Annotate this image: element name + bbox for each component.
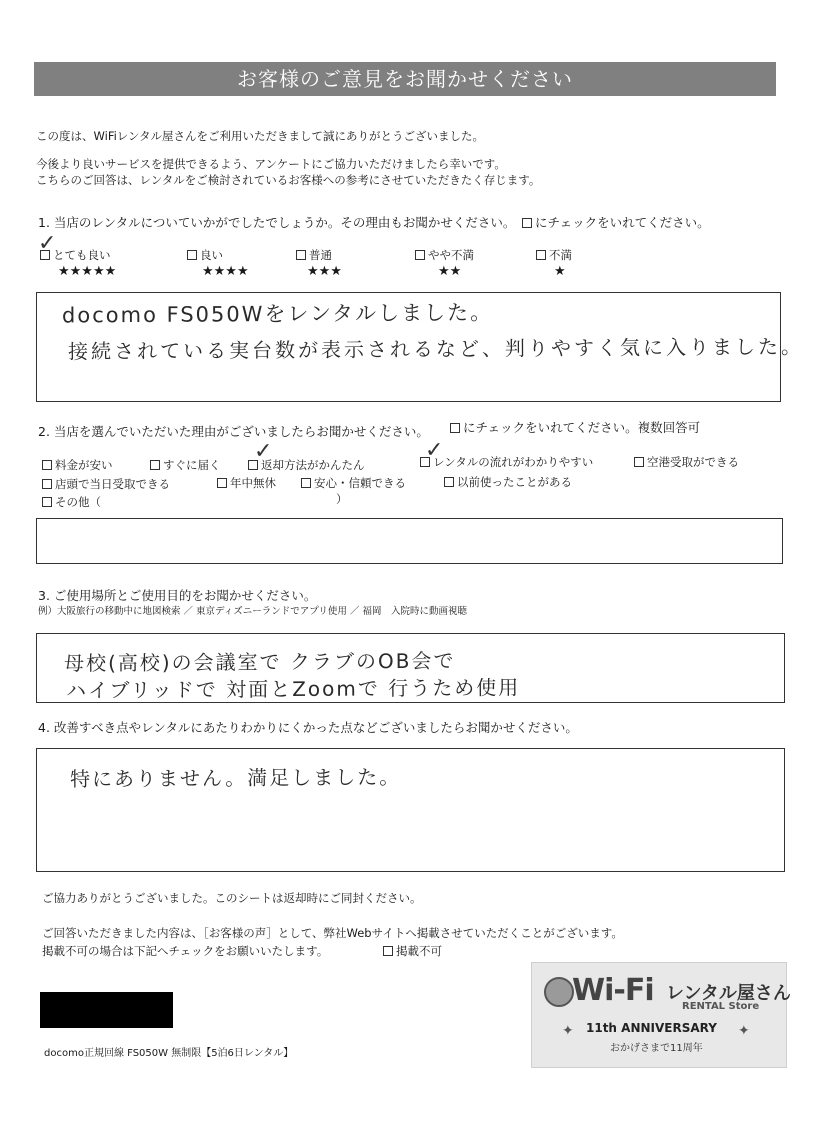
- sparkle-icon: ✦: [562, 1023, 574, 1039]
- q1-stars-2: ★★: [438, 264, 462, 279]
- no-publish-option[interactable]: 掲載不可: [383, 943, 442, 959]
- q3-example: 例）大阪旅行の移動中に地図検索 ／ 東京ディズニーランドでアプリ使用 ／ 福岡 入院時に動画視聴: [38, 606, 467, 617]
- intro-line-2: 今後より良いサービスを提供できるよう、アンケートにご協力いただけましたら幸いです。: [36, 157, 506, 171]
- q2-option-other[interactable]: その他（: [42, 494, 101, 510]
- checkbox[interactable]: [42, 460, 52, 470]
- publish-note-2: 掲載不可の場合は下記へチェックをお願いいたします。: [42, 944, 329, 958]
- sparkle-icon: ✦: [738, 1023, 750, 1039]
- q2-question: 2. 当店を選んでいただいた理由がございましたらお聞かせください。: [38, 424, 429, 439]
- intro-line-1: この度は、WiFiレンタル屋さんをご利用いただきまして誠にありがとうございました。: [36, 129, 485, 143]
- q2-answer-box[interactable]: [36, 518, 783, 564]
- checkbox-icon: [450, 423, 460, 433]
- checkmark-icon: ✓: [425, 438, 444, 463]
- q3-answer-line-2: ハイブリッドで 対面とZoomで 行うため使用: [65, 675, 521, 703]
- q1-stars-4: ★★★★: [202, 264, 249, 279]
- q1-option-very-good[interactable]: とても良い: [40, 247, 111, 263]
- checkbox[interactable]: [217, 478, 227, 488]
- q1-question: 1. 当店のレンタルについていかがでしたでしょうか。その理由もお聞かせください。: [38, 215, 516, 230]
- checkbox[interactable]: [187, 250, 197, 260]
- logo-name: レンタル屋さん: [666, 983, 791, 1004]
- product-line: docomo正規回線 FS050W 無制限【5泊6日レンタル】: [44, 1048, 294, 1059]
- q1-option-dissatisfied[interactable]: 不満: [536, 247, 572, 263]
- checkbox[interactable]: [536, 250, 546, 260]
- logo-brand: Wi-Fi: [572, 973, 654, 1008]
- checkmark-icon: ✓: [254, 439, 273, 464]
- checkbox[interactable]: [301, 478, 311, 488]
- q2-option-open-all-year[interactable]: 年中無休: [217, 475, 276, 491]
- store-logo: [531, 962, 791, 1068]
- q2-option-airport-pickup[interactable]: 空港受取ができる: [634, 454, 739, 470]
- checkbox[interactable]: [150, 460, 160, 470]
- checkbox-icon: [522, 218, 532, 228]
- redacted-block: [40, 992, 173, 1028]
- q1-option-average[interactable]: 普通: [296, 247, 332, 263]
- q2-option-trustworthy[interactable]: 安心・信頼できる: [301, 475, 406, 491]
- checkbox[interactable]: [42, 479, 52, 489]
- q2-option-easy-return[interactable]: 返却方法がかんたん: [248, 457, 365, 473]
- logo-sub: RENTAL Store: [682, 1001, 760, 1012]
- checkbox[interactable]: [42, 497, 52, 507]
- page-title: お客様のご意見をお聞かせください: [34, 62, 776, 96]
- q1-answer-line-1: docomo FS050Wをレンタルしました。: [61, 300, 494, 328]
- q2-instruction: にチェックをいれてください。複数回答可: [450, 418, 700, 436]
- q1-option-somewhat-dissatisfied[interactable]: やや不満: [415, 247, 474, 263]
- checkbox[interactable]: [634, 457, 644, 467]
- logo-tagline: おかげさまで11周年: [610, 1043, 703, 1054]
- q3-answer-line-1: 母校(高校)の会議室で クラブのOB会で: [63, 648, 456, 676]
- q4-question: 4. 改善すべき点やレンタルにあたりわかりにくかった点などございましたらお聞かせください。: [38, 720, 578, 735]
- q2-option-used-before[interactable]: 以前使ったことがある: [444, 474, 572, 490]
- checkmark-icon: ✓: [38, 231, 57, 256]
- q1-stars-5: ★★★★★: [58, 264, 117, 279]
- q1-instruction: にチェックをいれてください。: [522, 213, 710, 231]
- checkbox[interactable]: [415, 250, 425, 260]
- q2-other-close: ）: [336, 492, 348, 506]
- q1-stars-3: ★★★: [307, 264, 342, 279]
- q2-option-clear-flow[interactable]: レンタルの流れがわかりやすい: [420, 454, 593, 470]
- publish-note-1: ご回答いただきました内容は、［お客様の声］として、弊社Webサイトへ掲載させていただくことがございます。: [42, 926, 623, 940]
- q3-question: 3. ご使用場所とご使用目的をお聞かせください。: [38, 588, 317, 603]
- q1-option-good[interactable]: 良い: [187, 247, 223, 263]
- q2-option-cheap[interactable]: 料金が安い: [42, 457, 113, 473]
- intro-line-3: こちらのご回答は、レンタルをご検討されているお客様への参考にさせていただきたく存じます。: [36, 173, 541, 187]
- q2-option-fast-delivery[interactable]: すぐに届く: [150, 457, 221, 473]
- q4-answer-line-1: 特にありません。満足しました。: [69, 764, 402, 792]
- checkbox[interactable]: [444, 477, 454, 487]
- logo-anniversary: 11th ANNIVERSARY: [586, 1021, 717, 1035]
- q1-stars-1: ★: [554, 264, 566, 279]
- footer-thanks: ご協力ありがとうございました。このシートは返却時にご同封ください。: [42, 891, 422, 905]
- checkbox[interactable]: [383, 946, 393, 956]
- q1-answer-line-2: 接続されている実台数が表示されるなど、判りやすく気に入りました。: [67, 334, 805, 364]
- q2-option-same-day-pickup[interactable]: 店頭で当日受取できる: [42, 476, 170, 492]
- mascot-icon: [544, 977, 574, 1007]
- checkbox[interactable]: [296, 250, 306, 260]
